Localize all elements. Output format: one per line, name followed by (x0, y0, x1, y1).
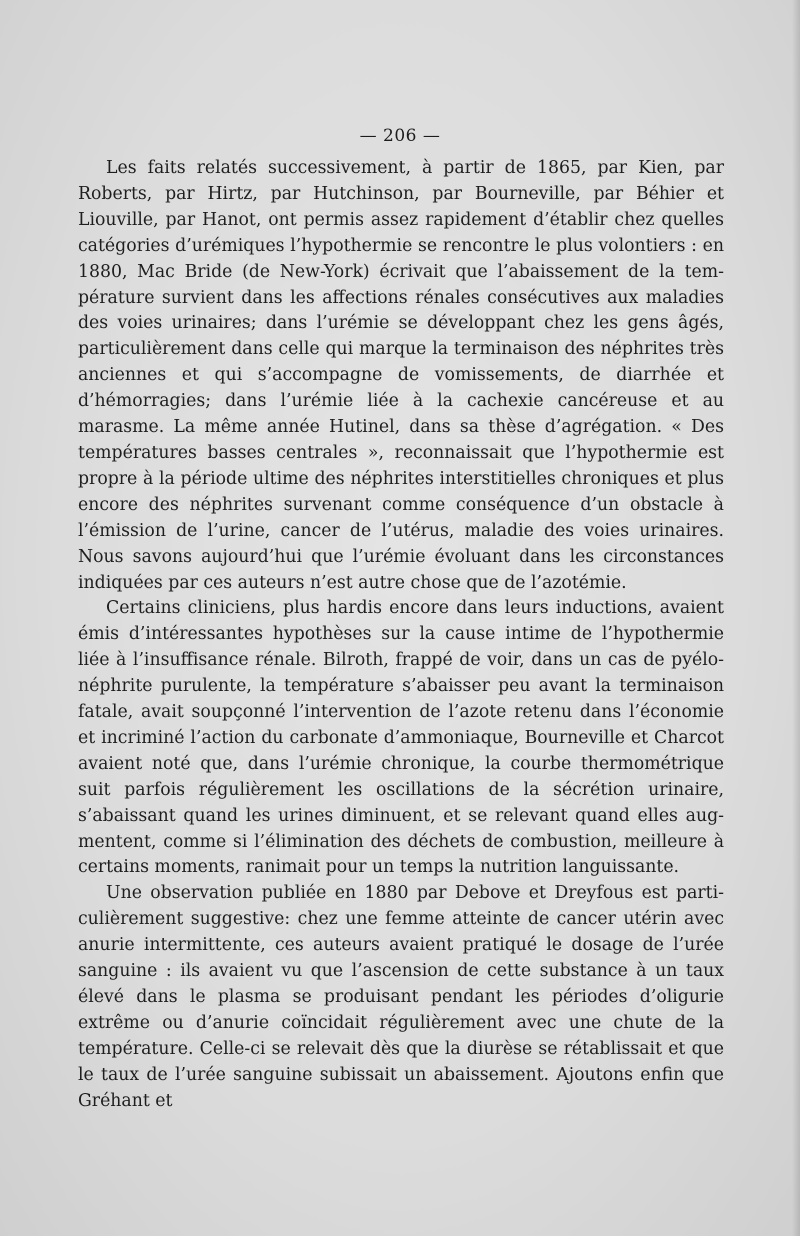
page-number: — 206 — (359, 126, 441, 146)
body-text (78, 156, 724, 1115)
paragraph-2: Certains cliniciens, plus hardis encore dans leurs inductions, avaient émis d’intéressantes hypothèses sur la cause intime de l’hypothermie liée à l’insuffisance rénale. Bilroth, frappé de voir, dans un cas de pyélonéphrite purulente, la température s’abaisser peu avant la terminaison fatale, avait soupçonné l’intervention de l’azote retenu dans l’économie et incriminé l’action du carbonate d’ammoniaque, Bourneville et Charcot avaient noté que, dans l’urémie chronique, la courbe thermométrique suit parfois régulièrement les oscillations de la sécrétion urinaire, s’abaissant quand les urines diminuent, et se relevant quand elles augmentent, comme si l’élimination des déchets de combustion, meilleure à certains moments, ranimait pour un temps la nutrition languissante. (78, 598, 724, 878)
paragraph-1: Les faits relatés successivement, à partir de 1865, par Kien, par Roberts, par Hirtz, par Hutchinson, par Bourneville, par Béhier et Liouville, par Hanot, ont permis assez rapidement d’établir chez quelles catégories d’urémiques l’hypothermie se rencontre le plus volontiers : en 1880, Mac Bride (de New-York) écrivait que l’abaissement de la température survient dans les affections rénales consécutives aux maladies des voies urinaires; dans l’urémie se développant chez les gens âgés, particulièrement dans celle qui marque la terminaison des néphrites très anciennes et qui s’accompagne de vomissements, de diarrhée et d’hémorragies; dans l’urémie liée à la cachexie cancéreuse et au marasme. La même année Hutinel, dans sa thèse d’agrégation. « Des températures basses centrales », reconnaissait que l’hypothermie est propre à la période ultime des néphrites interstitielles chroniques et plus encore des néphrites survenant comme conséquence d’un obstacle à l’émission de l’urine, cancer de l’utérus, maladie des voies urinaires. Nous savons aujourd’hui que l’urémie évoluant dans les circonstances indiquées par ces auteurs n’est autre chose que de l’azotémie. (78, 158, 724, 593)
paragraph-3: Une observation publiée en 1880 par Debove et Dreyfous est particulièrement suggestive: chez une femme atteinte de cancer utérin avec anurie intermittente, ces auteurs avaient pratiqué le dosage de l’urée sanguine : ils avaient vu que l’ascension de cette substance à un taux élevé dans le plasma se produisant pendant les périodes d’oligurie extrême ou d’anurie coïncidait régulièrement avec une chute de la température. Celle-ci se relevait dès que la diurèse se rétablissait et que le taux de l’urée sanguine subissait un abaissement. Ajoutons enfin que Gréhant et (78, 883, 724, 1111)
page-edge-shadow (792, 0, 800, 1236)
